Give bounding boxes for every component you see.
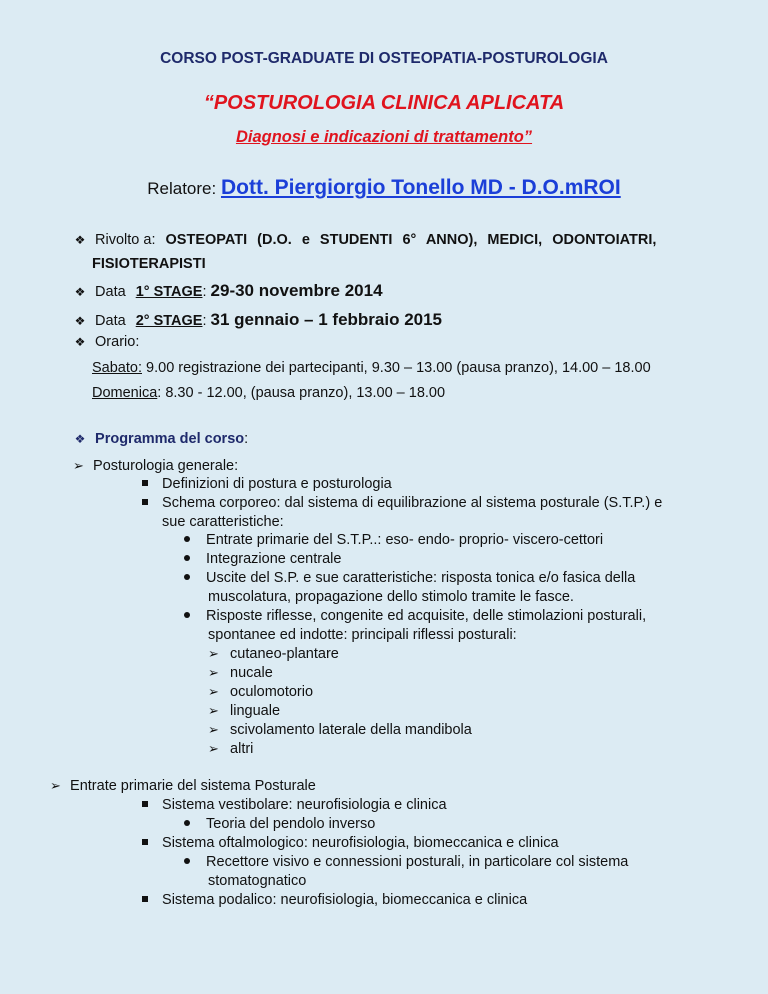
section2-item2-bullet-cont: stomatognatico (208, 873, 307, 889)
domenica-label: Domenica (92, 385, 158, 401)
section2-item3: Sistema podalico: neurofisiologia, biomeccanica e clinica (142, 892, 527, 908)
reflex-item: ➢ linguale (208, 703, 281, 719)
section1-bullet3: Uscite del S.P. e sue caratteristiche: risposta tonica e/o fasica della (184, 570, 635, 586)
section2-item2-bullet: Recettore visivo e connessioni posturali, in particolare col sistema (184, 854, 628, 870)
arrow-bullet-icon: ➢ (73, 458, 84, 473)
square-bullet-icon (142, 480, 148, 486)
square-bullet-icon (142, 801, 148, 807)
programma-label: Programma del corso (95, 431, 245, 447)
dot-bullet-icon (184, 536, 190, 542)
dot-bullet-icon (184, 858, 190, 864)
arrow-bullet-icon: ➢ (50, 778, 61, 793)
domenica-text: : 8.30 - 12.00, (pausa pranzo), 13.00 – 18.00 (157, 385, 446, 401)
dot-bullet-icon (184, 612, 190, 618)
reflex-item: ➢ cutaneo-plantare (208, 646, 339, 662)
section1-bullet4-cont: spontanee ed indotte: principali riflessi posturali: (208, 627, 517, 643)
section1-bullet2: Integrazione centrale (184, 551, 341, 567)
stage2-stage: 2° STAGE (135, 313, 203, 329)
section1-title: Posturologia generale: (93, 458, 239, 474)
sabato-text: 9.00 registrazione dei partecipanti, 9.30 – 13.00 (pausa pranzo), 14.00 – 18.00 (146, 360, 651, 376)
section1-item2-cont: sue caratteristiche: (162, 514, 284, 530)
rivolto-value: OSTEOPATI (D.O. e STUDENTI 6° ANNO), MEDICI, ODONTOIATRI, (165, 232, 657, 248)
domenica-row (92, 385, 445, 401)
stage1-date: 29-30 novembre 2014 (210, 281, 383, 300)
diamond-bullet-icon: ❖ (74, 233, 86, 247)
section1-bullet1: Entrate primarie del S.T.P..: eso- endo- proprio- viscero-cettori (184, 532, 603, 548)
reflex-item: ➢ nucale (208, 665, 273, 681)
sabato-row (92, 360, 651, 376)
section2-item1-bullet: Teoria del pendolo inverso (184, 816, 375, 832)
diamond-bullet-icon: ❖ (74, 285, 86, 299)
course-title: “POSTUROLOGIA CLINICA APLICATA (203, 92, 565, 114)
diamond-bullet-icon: ❖ (74, 314, 86, 328)
rivolto-value-cont: FISIOTERAPISTI (92, 256, 206, 272)
stage2-label: Data (95, 313, 126, 329)
rivolto-row (73, 232, 656, 248)
reflex-item: ➢ oculomotorio (208, 684, 314, 700)
diamond-bullet-icon: ❖ (74, 432, 86, 446)
arrow-bullet-icon: ➢ (208, 665, 219, 680)
section2-title: Entrate primarie del sistema Posturale (70, 778, 316, 794)
rivolto-label: Rivolto a: (95, 232, 156, 248)
dot-bullet-icon (184, 574, 190, 580)
course-subtitle: Diagnosi e indicazioni di trattamento” (235, 128, 533, 146)
section1-title-row (73, 458, 238, 474)
square-bullet-icon (142, 499, 148, 505)
section1-bullet4: Risposte riflesse, congenite ed acquisite, delle stimolazioni posturali, (184, 608, 646, 624)
section2-title-row (50, 778, 316, 794)
section1-bullet3-cont: muscolatura, propagazione dello stimolo tramite le fasce. (208, 589, 574, 605)
arrow-bullet-icon: ➢ (208, 703, 219, 718)
orario-row (73, 334, 139, 350)
square-bullet-icon (142, 839, 148, 845)
stage1-row: ❖ Data 1° STAGE: 29-30 novembre 2014 (74, 281, 383, 300)
arrow-bullet-icon: ➢ (208, 646, 219, 661)
course-header: CORSO POST-GRADUATE DI OSTEOPATIA-POSTUROLOGIA (160, 50, 608, 67)
arrow-bullet-icon: ➢ (208, 722, 219, 737)
section2-item2: Sistema oftalmologico: neurofisiologia, biomeccanica e clinica (142, 835, 559, 851)
programma-row: ❖ Programma del corso: (74, 431, 249, 447)
relatore-line (0, 176, 768, 200)
orario-label: Orario: (95, 334, 140, 350)
arrow-bullet-icon: ➢ (208, 684, 219, 699)
stage1-stage: 1° STAGE (135, 284, 203, 300)
dot-bullet-icon (184, 555, 190, 561)
reflex-item: ➢ scivolamento laterale della mandibola (208, 722, 472, 738)
section1-item1: Definizioni di postura e posturologia (142, 476, 392, 492)
dot-bullet-icon (184, 820, 190, 826)
arrow-bullet-icon: ➢ (208, 741, 219, 756)
section1-item2: Schema corporeo: dal sistema di equilibrazione al sistema posturale (S.T.P.) e (142, 495, 662, 511)
reflex-item: ➢ altri (208, 741, 254, 757)
stage1-label: Data (95, 284, 126, 300)
section2-item1: Sistema vestibolare: neurofisiologia e clinica (142, 797, 447, 813)
sabato-label: Sabato: (92, 360, 142, 376)
stage2-date: 31 gennaio – 1 febbraio 2015 (210, 310, 443, 329)
relatore-name[interactable]: Dott. Piergiorgio Tonello MD - D.O.mROI (220, 176, 621, 199)
square-bullet-icon (142, 896, 148, 902)
stage2-row: ❖ Data 2° STAGE: 31 gennaio – 1 febbraio 2015 (74, 310, 443, 329)
diamond-bullet-icon: ❖ (74, 335, 86, 349)
relatore-label: Relatore: (147, 179, 217, 198)
